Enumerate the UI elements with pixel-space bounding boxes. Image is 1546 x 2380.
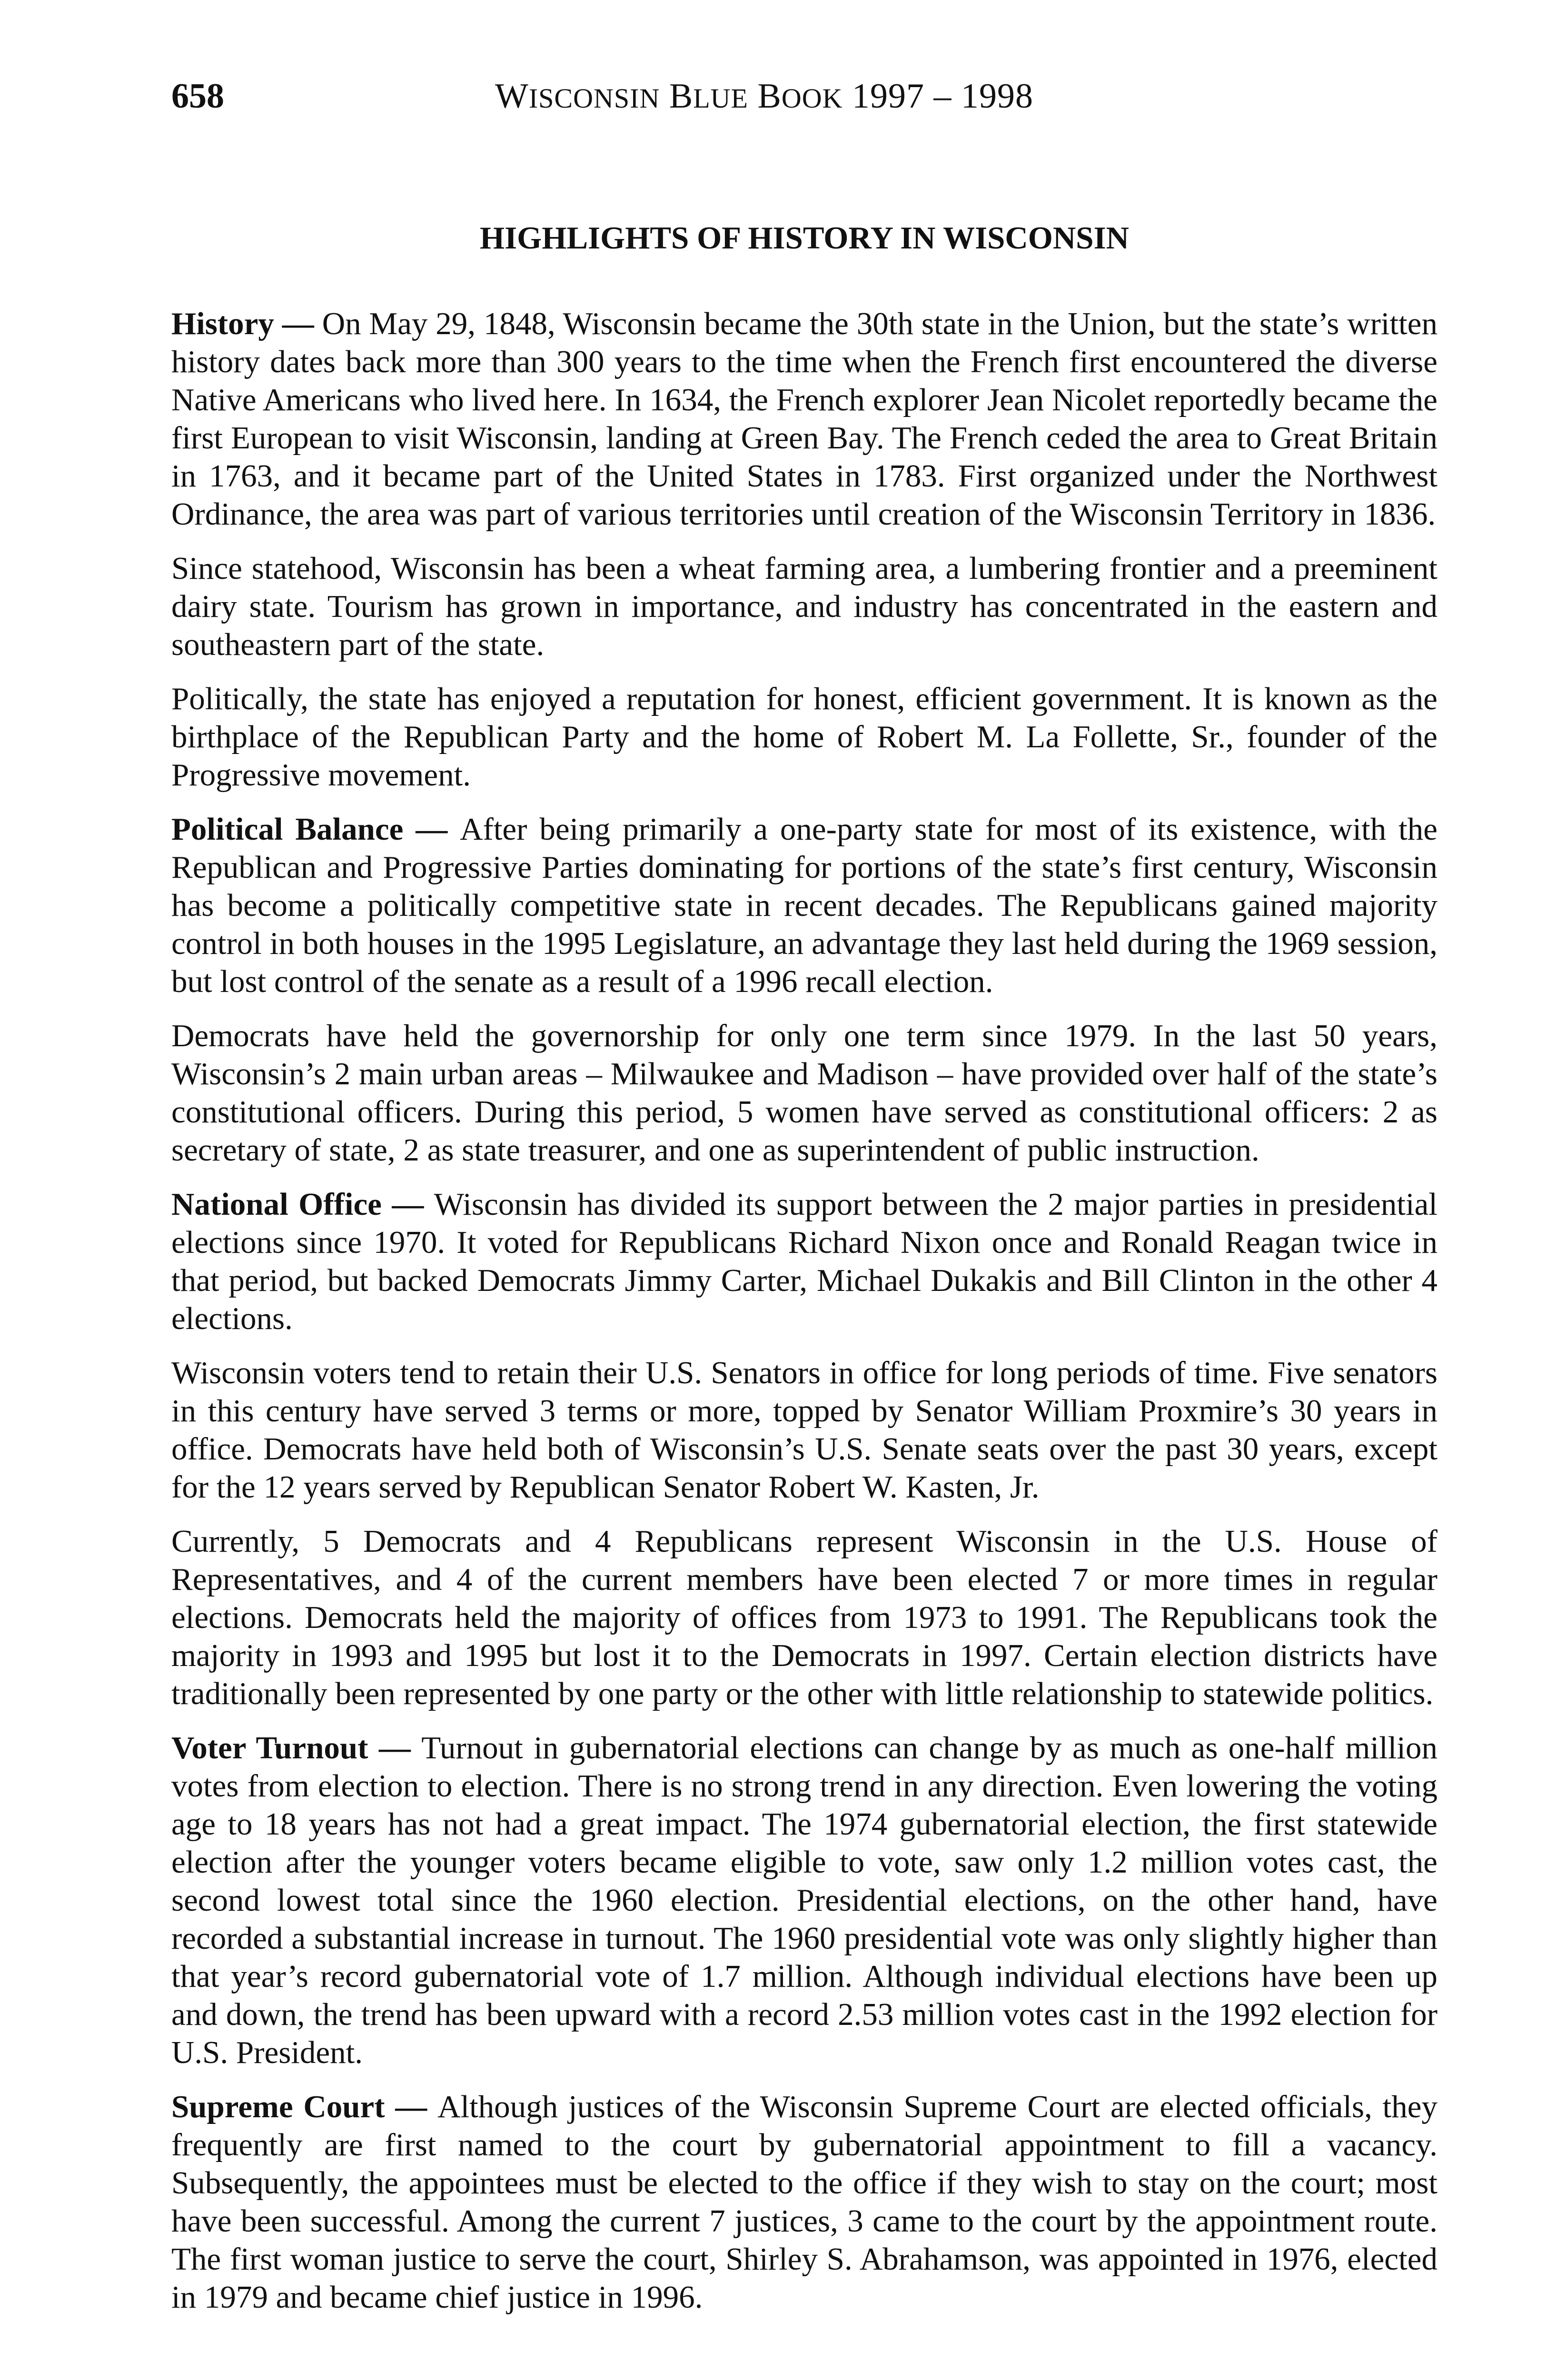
page-number: 658	[171, 77, 224, 116]
paragraph-text: Politically, the state has enjoyed a reputation for honest, efficient government. It is known as the birthplace of the Republican Party and the home of Robert M. La Follette, Sr., founder of the Progressive movement.	[171, 681, 1437, 793]
paragraph-text: Currently, 5 Democrats and 4 Republicans represent Wisconsin in the U.S. House of Representatives, and 4 of the current members have been elected 7 or more times in regular elections. Democrats held the majority of offices from 1973 to 1991. The Republicans took the majority in 1993 and 1995 but lost it to the Democrats in 1997. Certain election districts have traditionally been represented by one party or the other with little relationship to statewide politics.	[171, 1524, 1437, 1711]
paragraph-political-balance	[171, 810, 1437, 1001]
paragraph-national-office	[171, 1185, 1437, 1338]
paragraph-text: Since statehood, Wisconsin has been a wheat farming area, a lumbering frontier and a preeminent dairy state. Tourism has grown in importance, and industry has concentrated in the eastern and southeastern part of the state.	[171, 551, 1437, 662]
article-body	[171, 305, 1437, 2332]
paragraph-house	[171, 1522, 1437, 1713]
section-lead-history: History —	[171, 306, 322, 341]
paragraph-text: Democrats have held the governorship for only one term since 1979. In the last 50 years, Wisconsin’s 2 main urban areas – Milwaukee and Madison – have provided over half of the state’s constitutional officers. During this period, 5 women have served as constitutional officers: 2 as secretary of state, 2 as state treasurer, and one as superintendent of public instruction.	[171, 1018, 1437, 1168]
paragraph-politically	[171, 680, 1437, 794]
paragraph-history	[171, 305, 1437, 533]
paragraph-text: Turnout in gubernatorial elections can change by as much as one-half million votes from election to election. There is no strong trend in any direction. Even lowering the voting age to 18 years has not had a great impact. The 1974 gubernatorial election, the first statewide election after the younger voters became eligible to vote, saw only 1.2 million votes cast, the second lowest total since the 1960 election. Presidential elections, on the other hand, have recorded a substantial increase in turnout. The 1960 presidential vote was only slightly higher than that year’s record gubernatorial vote of 1.7 million. Although individual elections have been up and down, the trend has been upward with a record 2.53 million votes cast in the 1992 election for U.S. President.	[171, 1730, 1437, 2070]
paragraph-text: On May 29, 1848, Wisconsin became the 30th state in the Union, but the state’s written history dates back more than 300 years to the time when the French first encountered the diverse Native Americans who lived here. In 1634, the French explorer Jean Nicolet reportedly became the first European to visit Wisconsin, landing at Green Bay. The French ceded the area to Great Britain in 1763, and it became part of the United States in 1783. First organized under the Northwest Ordinance, the area was part of various territories until creation of the Wisconsin Territory in 1836.	[171, 306, 1438, 532]
section-lead-voter-turnout: Voter Turnout —	[171, 1730, 422, 1765]
paragraph-statehood	[171, 549, 1437, 664]
paragraph-voter-turnout	[171, 1729, 1437, 2072]
paragraph-governorship	[171, 1017, 1437, 1169]
paragraph-supreme-court	[171, 2088, 1437, 2316]
paragraph-text: Wisconsin has divided its support between the 2 major parties in presidential elections since 1970. It voted for Republicans Richard Nixon once and Ronald Reagan twice in that period, but backed Democrats Jimmy Carter, Michael Dukakis and Bill Clinton in the other 4 elections.	[171, 1187, 1437, 1336]
section-lead-supreme-court: Supreme Court —	[171, 2089, 438, 2124]
paragraph-text: After being primarily a one-party state for most of its existence, with the Republican and Progressive Parties dominating for portions of the state’s first century, Wisconsin has become a politically competitive state in recent decades. The Republicans gained majority control in both houses in the 1995 Legislature, an advantage they last held during the 1969 session, but lost control of the senate as a result of a 1996 recall election.	[171, 812, 1437, 999]
page-title: HIGHLIGHTS OF HISTORY IN WISCONSIN	[479, 220, 1130, 256]
running-header	[0, 76, 1546, 119]
paragraph-senators	[171, 1354, 1437, 1506]
paragraph-text: Wisconsin voters tend to retain their U.S. Senators in office for long periods of time. Five senators in this century have served 3 terms or more, topped by Senator William Proxmire’s 30 years in office. Democrats have held both of Wisconsin’s U.S. Senate seats over the past 30 years, except for the 12 years served by Republican Senator Robert W. Kasten, Jr.	[171, 1355, 1437, 1505]
section-lead-political-balance: Political Balance —	[171, 812, 460, 847]
paragraph-text: Although justices of the Wisconsin Supreme Court are elected officials, they frequently are first named to the court by gubernatorial appointment to fill a vacancy. Subsequently, the appointees must be elected to the office if they wish to stay on the court; most have been successful. Among the current 7 justices, 3 came to the court by the appointment route. The first woman justice to serve the court, Shirley S. Abrahamson, was appointed in 1976, elected in 1979 and became chief justice in 1996.	[171, 2089, 1437, 2315]
section-lead-national-office: National Office —	[171, 1187, 434, 1222]
book-title: WISCONSIN BLUE BOOK 1997 – 1998	[495, 77, 1033, 116]
